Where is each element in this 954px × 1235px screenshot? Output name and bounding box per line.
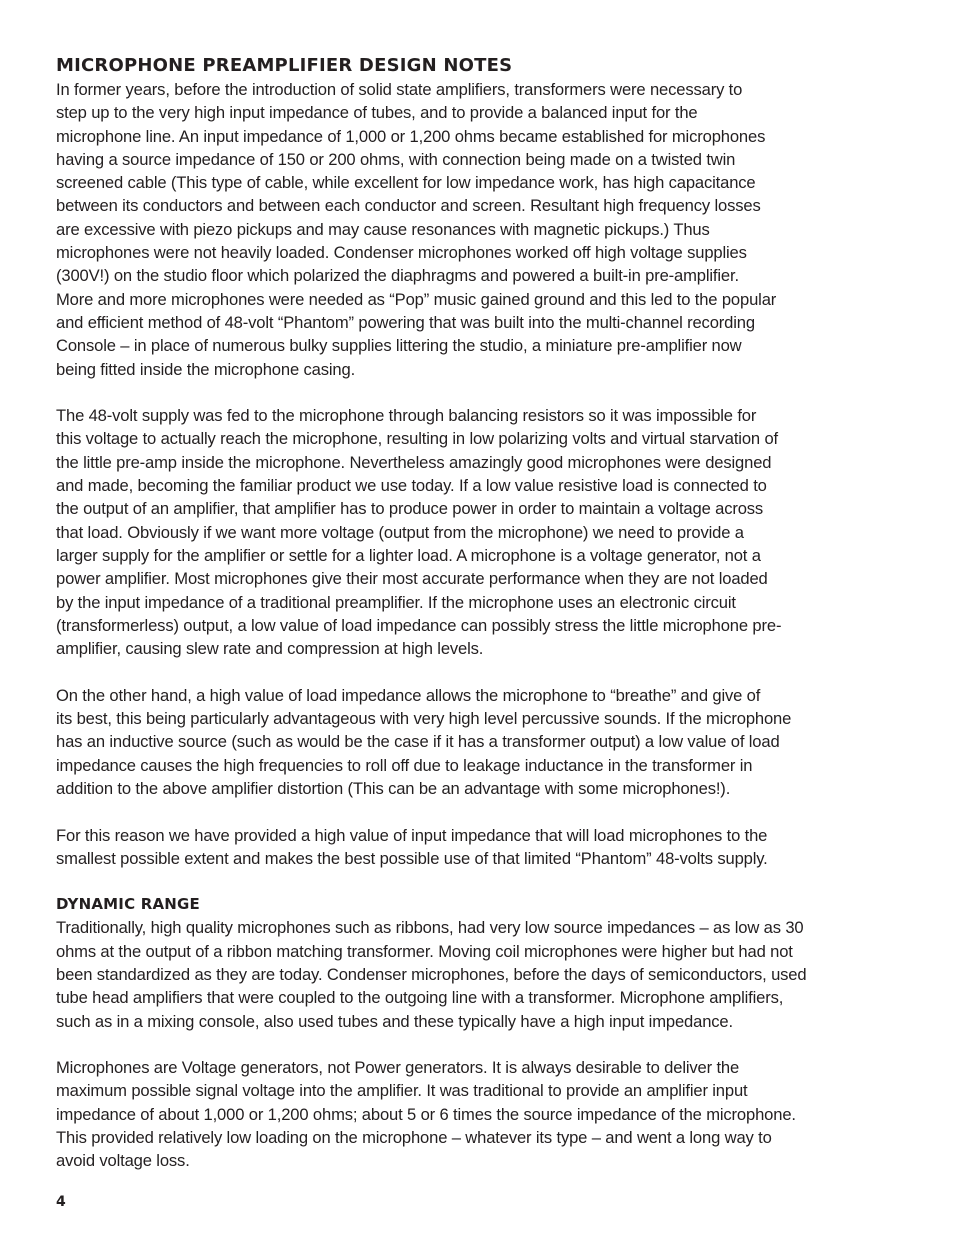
text-line: The 48-volt supply was fed to the microphone through balancing resistors so it was impossible for bbox=[56, 406, 757, 426]
body-paragraph bbox=[56, 1056, 902, 1172]
text-line: In former years, before the introduction of solid state amplifiers, transformers were necessary to bbox=[56, 80, 743, 99]
text-line: (300V!) on the studio floor which polarized the diaphragms and powered a built-in pre-amplifier. bbox=[56, 266, 739, 286]
text-line: between its conductors and between each conductor and screen. Resultant high frequency losses bbox=[56, 196, 761, 216]
body-paragraph bbox=[56, 824, 902, 871]
text-line: More and more microphones were needed as “Pop” music gained ground and this led to the popular bbox=[56, 289, 777, 309]
body-paragraph bbox=[56, 916, 902, 1032]
text-line: having a source impedance of 150 or 200 ohms, with connection being made on a twisted twin bbox=[56, 149, 736, 169]
text-line: tube head amplifiers that were coupled to the outgoing line with a transformer. Microphone amplifiers, bbox=[56, 988, 784, 1008]
document-page bbox=[56, 54, 902, 1196]
text-line: impedance of about 1,000 or 1,200 ohms; about 5 or 6 times the source impedance of the microphone. bbox=[56, 1104, 796, 1124]
section-heading-dynamic-range: DYNAMIC RANGE bbox=[56, 895, 200, 914]
text-line: This provided relatively low loading on the microphone – whatever its type – and went a long way to bbox=[56, 1128, 772, 1148]
text-line: impedance causes the high frequencies to roll off due to leakage inductance in the transformer in bbox=[56, 755, 753, 775]
text-line: larger supply for the amplifier or settle for a lighter load. A microphone is a voltage generator, not a bbox=[56, 545, 761, 565]
text-line: (transformerless) output, a low value of load impedance can possibly stress the little microphone pre- bbox=[56, 615, 782, 635]
text-line: smallest possible extent and makes the best possible use of that limited “Phantom” 48-volts supply. bbox=[56, 848, 768, 868]
text-line: and made, becoming the familiar product we use today. If a low value resistive load is connected to bbox=[56, 476, 767, 496]
text-line: avoid voltage loss. bbox=[56, 1151, 190, 1171]
text-line: such as in a mixing console, also used tubes and these typically have a high input impedance. bbox=[56, 1011, 733, 1031]
body-paragraph bbox=[56, 78, 902, 381]
text-line: the little pre-amp inside the microphone. Nevertheless amazingly good microphones were designed bbox=[56, 452, 772, 472]
text-line: and efficient method of 48-volt “Phantom” powering that was built into the multi-channel recording bbox=[56, 312, 755, 332]
text-line: being fitted inside the microphone casing. bbox=[56, 359, 356, 379]
text-line: For this reason we have provided a high value of input impedance that will load microphones to the bbox=[56, 825, 768, 845]
text-line: amplifier, causing slew rate and compression at high levels. bbox=[56, 639, 484, 659]
body-paragraph bbox=[56, 684, 902, 800]
text-line: that load. Obviously if we want more voltage (output from the microphone) we need to provide a bbox=[56, 522, 744, 542]
page-number: 4 bbox=[56, 1194, 66, 1210]
text-line: microphones were not heavily loaded. Condenser microphones worked off high voltage supplies bbox=[56, 243, 747, 263]
section-preamp-design-notes bbox=[56, 78, 902, 870]
text-line: addition to the above amplifier distortion (This can be an advantage with some microphones!). bbox=[56, 778, 731, 798]
section-heading-preamp-design-notes: MICROPHONE PREAMPLIFIER DESIGN NOTES bbox=[56, 55, 513, 76]
text-line: power amplifier. Most microphones give their most accurate performance when they are not loaded bbox=[56, 569, 768, 589]
text-line: the output of an amplifier, that amplifier has to produce power in order to maintain a voltage across bbox=[56, 499, 764, 519]
text-line: been standardized as they are today. Condenser microphones, before the days of semiconductors, used bbox=[56, 964, 807, 984]
text-line: maximum possible signal voltage into the amplifier. It was traditional to provide an amplifier input bbox=[56, 1081, 748, 1101]
section-dynamic-range bbox=[56, 916, 902, 1172]
text-line: by the input impedance of a traditional preamplifier. If the microphone uses an electronic circuit bbox=[56, 592, 736, 612]
text-line: step up to the very high input impedance of tubes, and to provide a balanced input for the bbox=[56, 103, 698, 123]
text-line: Microphones are Voltage generators, not Power generators. It is always desirable to deliver the bbox=[56, 1058, 740, 1078]
text-line: ohms at the output of a ribbon matching transformer. Moving coil microphones were higher but had not bbox=[56, 941, 793, 961]
text-line: On the other hand, a high value of load impedance allows the microphone to “breathe” and give of bbox=[56, 685, 761, 705]
text-line: has an inductive source (such as would be the case if it has a transformer output) a low value of load bbox=[56, 732, 780, 752]
text-line: screened cable (This type of cable, while excellent for low impedance work, has high capacitance bbox=[56, 173, 756, 193]
body-paragraph bbox=[56, 404, 902, 660]
text-line: Console – in place of numerous bulky supplies littering the studio, a miniature pre-amplifier now bbox=[56, 336, 742, 356]
text-line: its best, this being particularly advantageous with very high level percussive sounds. If the microphone bbox=[56, 709, 792, 729]
text-line: are excessive with piezo pickups and may cause resonances with magnetic pickups.) Thus bbox=[56, 219, 710, 239]
text-line: microphone line. An input impedance of 1,000 or 1,200 ohms became established for microphones bbox=[56, 126, 766, 146]
text-line: Traditionally, high quality microphones such as ribbons, had very low source impedances – as low as 30 bbox=[56, 918, 804, 938]
text-line: this voltage to actually reach the microphone, resulting in low polarizing volts and virtual starvation of bbox=[56, 429, 778, 449]
